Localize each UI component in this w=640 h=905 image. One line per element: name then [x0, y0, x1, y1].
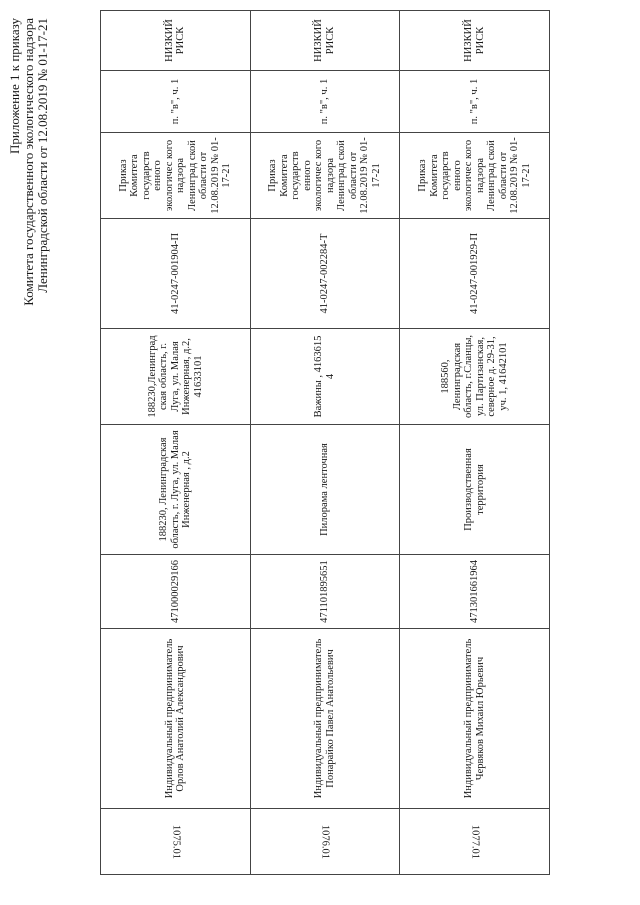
- row-number-cell: 1076.01: [250, 809, 400, 875]
- object-code-cell: 41-0247-001904-П: [101, 219, 251, 329]
- criterion-cell: п. "в", ч. 1: [101, 71, 251, 133]
- entity-cell: Индивидуальный предприниматель Червяков Михаил Юрьевич: [400, 629, 550, 809]
- header-line-2: Комитета государственного экологического надзора: [21, 18, 36, 306]
- entity-cell: Индивидуальный предприниматель Понарайко Павел Анатольевич: [250, 629, 400, 809]
- criterion-cell: п. "в", ч. 1: [250, 71, 400, 133]
- object-cell: 188230, Ленинградская область, г. Луга, ул. Малая Инженерная , д.2: [101, 425, 251, 555]
- criterion-cell: п. "в", ч. 1: [400, 71, 550, 133]
- document-header: [8, 18, 50, 538]
- registry-table: [100, 10, 550, 875]
- inn-cell: 471301661964: [400, 555, 550, 629]
- table-row: [101, 11, 251, 875]
- inn-cell: 471000029166: [101, 555, 251, 629]
- table-row: [250, 11, 400, 875]
- order-cell: Приказ Комитета государств енного экологичес кого надзора Ленинград ской области от 12.08.2019 № 01-17-21: [101, 133, 251, 219]
- entity-cell: Индивидуальный предприниматель Орлов Анатолий Александрович: [101, 629, 251, 809]
- risk-cell: НИЗКИЙ РИСК: [400, 11, 550, 71]
- risk-cell: НИЗКИЙ РИСК: [250, 11, 400, 71]
- row-number-cell: 1075.01: [101, 809, 251, 875]
- header-line-1: Приложение 1 к приказу: [7, 18, 22, 155]
- object-code-cell: 41-0247-001929-П: [400, 219, 550, 329]
- row-number-cell: 1077.01: [400, 809, 550, 875]
- order-cell: Приказ Комитета государств енного экологичес кого надзора Ленинград ской области от 12.08.2019 № 01-17-21: [400, 133, 550, 219]
- header-line-3: Ленинградской области от 12.08.2019 № 01-17-21: [35, 18, 50, 293]
- address-cell: Важины , 4163615 4: [250, 329, 400, 425]
- address-cell: 188560, Ленинградская область, г.Сланцы, ул. Партизанская, северное д. 29-31, уч. 1, 41642101: [400, 329, 550, 425]
- address-cell: 188230,Ленинград ская область, г. Луга, ул. Малая Инженерная, д.2, 41633101: [101, 329, 251, 425]
- table-row: [400, 11, 550, 875]
- inn-cell: 471101895651: [250, 555, 400, 629]
- object-cell: Пилорама ленточная: [250, 425, 400, 555]
- order-cell: Приказ Комитета государств енного экологичес кого надзора Ленинград ской области от 12.08.2019 № 01-17-21: [250, 133, 400, 219]
- object-cell: Производственная территория: [400, 425, 550, 555]
- risk-cell: НИЗКИЙ РИСК: [101, 11, 251, 71]
- object-code-cell: 41-0247-002284-Т: [250, 219, 400, 329]
